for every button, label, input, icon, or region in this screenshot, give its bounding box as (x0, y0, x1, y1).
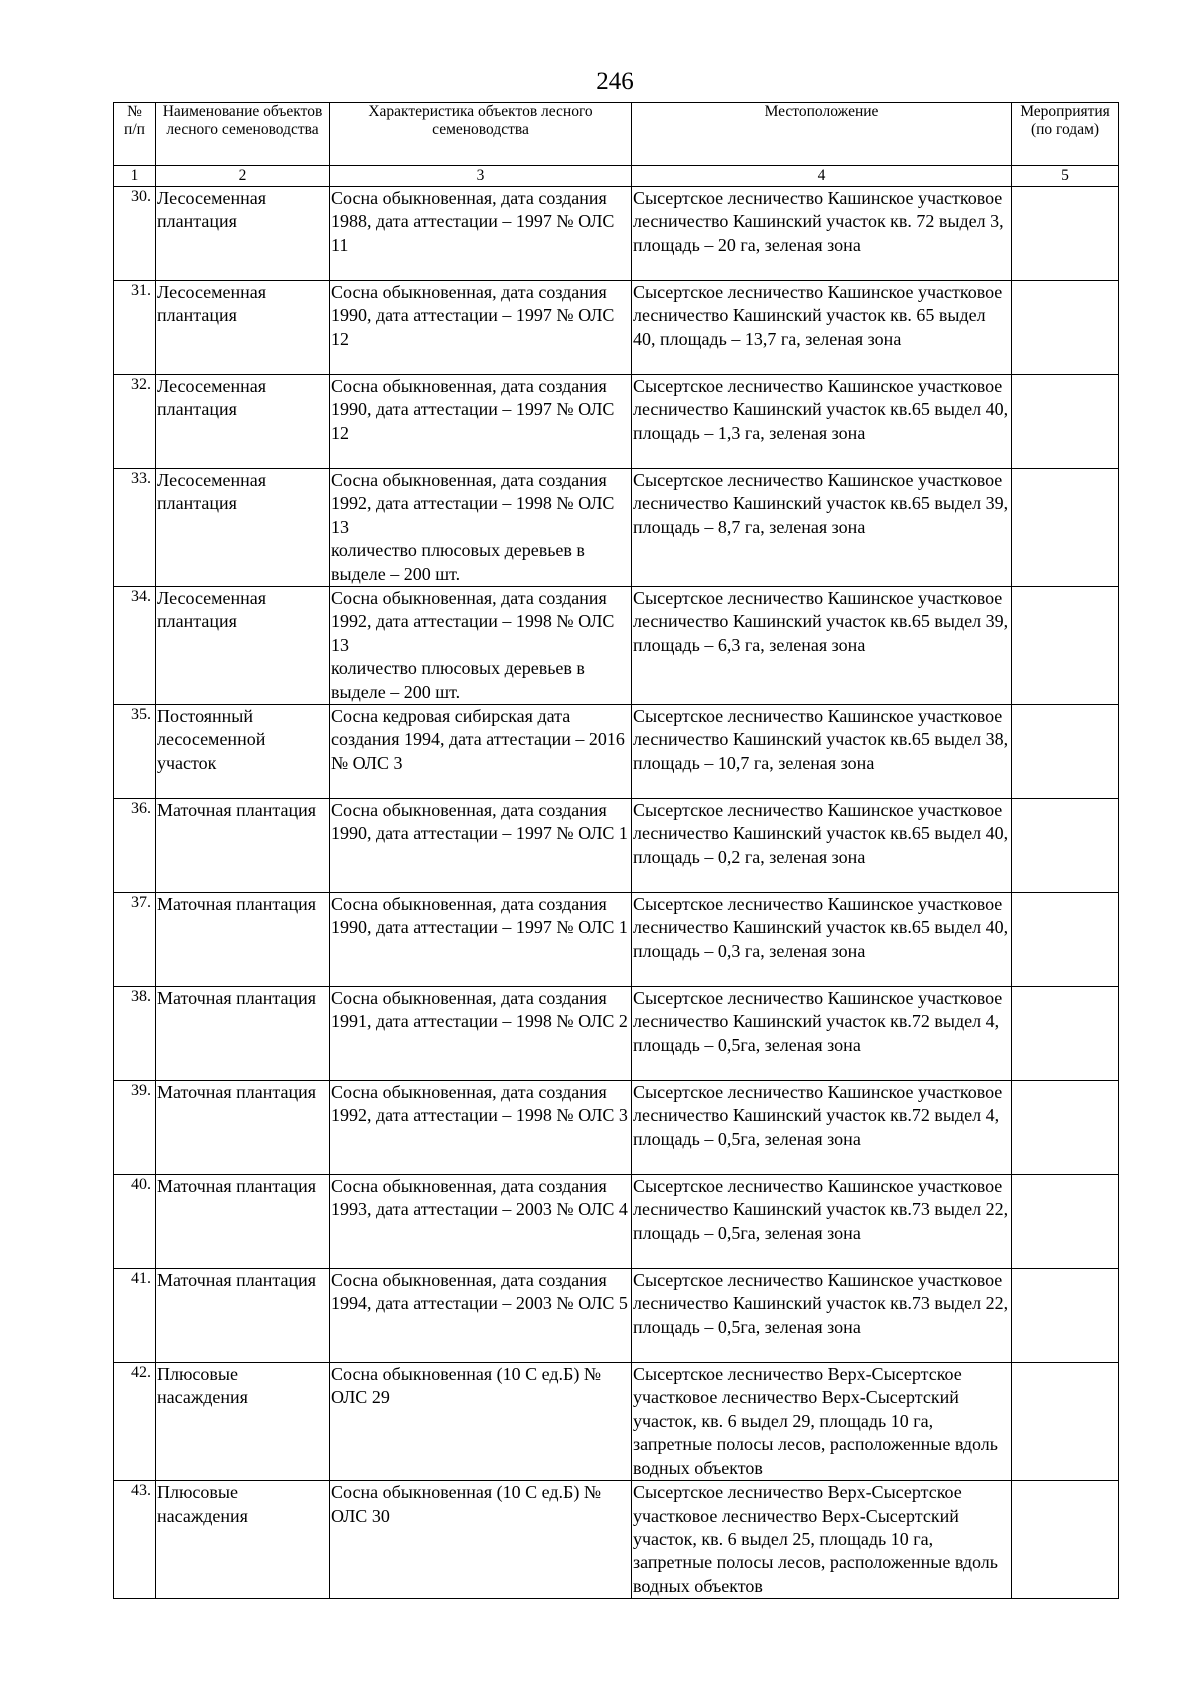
object-name: Постоянный лесосеменной участок (156, 705, 330, 799)
object-name: Маточная плантация (156, 1175, 330, 1269)
table-row (114, 587, 1119, 705)
table-body (114, 187, 1119, 1599)
table-row (114, 1175, 1119, 1269)
table-row (114, 375, 1119, 469)
row-number: 40. (114, 1175, 156, 1269)
object-measures (1012, 987, 1119, 1081)
object-characteristic: Сосна обыкновенная, дата создания 1990, дата аттестации – 1997 № ОЛС 12 (330, 375, 632, 469)
object-characteristic: Сосна обыкновенная, дата создания 1993, дата аттестации – 2003 № ОЛС 4 (330, 1175, 632, 1269)
object-measures (1012, 1269, 1119, 1363)
object-measures (1012, 1081, 1119, 1175)
table-row (114, 1081, 1119, 1175)
object-characteristic: Сосна кедровая сибирская дата создания 1994, дата аттестации – 2016 № ОЛС 3 (330, 705, 632, 799)
object-characteristic: Сосна обыкновенная, дата создания 1990, дата аттестации – 1997 № ОЛС 1 (330, 893, 632, 987)
object-measures (1012, 705, 1119, 799)
column-number: 3 (330, 166, 632, 187)
object-location: Сысертское лесничество Верх-Сысертское участковое лесничество Верх-Сысертский участок, кв. 6 выдел 29, площадь 10 га, запретные полосы лесов, расположенные вдоль водных объектов (632, 1363, 1012, 1481)
object-name: Плюсовые насаждения (156, 1363, 330, 1481)
table-header-row (114, 103, 1119, 166)
table-row (114, 799, 1119, 893)
table-row (114, 1363, 1119, 1481)
row-number: 37. (114, 893, 156, 987)
object-name: Маточная плантация (156, 893, 330, 987)
object-name: Лесосеменная плантация (156, 587, 330, 705)
object-name: Лесосеменная плантация (156, 469, 330, 587)
object-characteristic: Сосна обыкновенная, дата создания 1992, дата аттестации – 1998 № ОЛС 13 количество плюсовых деревьев в выделе – 200 шт. (330, 469, 632, 587)
column-number-row (114, 166, 1119, 187)
object-measures (1012, 469, 1119, 587)
object-measures (1012, 1175, 1119, 1269)
column-number: 1 (114, 166, 156, 187)
object-characteristic: Сосна обыкновенная (10 С ед.Б) № ОЛС 30 (330, 1481, 632, 1599)
column-number: 2 (156, 166, 330, 187)
column-number: 5 (1012, 166, 1119, 187)
table-row (114, 469, 1119, 587)
object-measures (1012, 799, 1119, 893)
row-number: 30. (114, 187, 156, 281)
object-location: Сысертское лесничество Кашинское участковое лесничество Кашинский участок кв. 72 выдел 3, площадь – 20 га, зеленая зона (632, 187, 1012, 281)
object-location: Сысертское лесничество Кашинское участковое лесничество Кашинский участок кв.65 выдел 40, площадь – 0,2 га, зеленая зона (632, 799, 1012, 893)
object-location: Сысертское лесничество Кашинское участковое лесничество Кашинский участок кв.65 выдел 38, площадь – 10,7 га, зеленая зона (632, 705, 1012, 799)
object-location: Сысертское лесничество Кашинское участковое лесничество Кашинский участок кв.65 выдел 39, площадь – 6,3 га, зеленая зона (632, 587, 1012, 705)
object-measures (1012, 281, 1119, 375)
header-characteristic: Характеристика объектов лесного семеноводства (330, 103, 632, 166)
object-characteristic: Сосна обыкновенная, дата создания 1988, дата аттестации – 1997 № ОЛС 11 (330, 187, 632, 281)
row-number: 38. (114, 987, 156, 1081)
row-number: 41. (114, 1269, 156, 1363)
object-name: Лесосеменная плантация (156, 281, 330, 375)
object-measures (1012, 587, 1119, 705)
table-row (114, 281, 1119, 375)
table-row (114, 705, 1119, 799)
object-location: Сысертское лесничество Верх-Сысертское участковое лесничество Верх-Сысертский участок, кв. 6 выдел 25, площадь 10 га, запретные полосы лесов, расположенные вдоль водных объектов (632, 1481, 1012, 1599)
object-measures (1012, 375, 1119, 469)
object-characteristic: Сосна обыкновенная, дата создания 1992, дата аттестации – 1998 № ОЛС 13 количество плюсовых деревьев в выделе – 200 шт. (330, 587, 632, 705)
row-number: 34. (114, 587, 156, 705)
row-number: 35. (114, 705, 156, 799)
row-number: 42. (114, 1363, 156, 1481)
object-characteristic: Сосна обыкновенная, дата создания 1990, дата аттестации – 1997 № ОЛС 1 (330, 799, 632, 893)
object-measures (1012, 187, 1119, 281)
object-name: Маточная плантация (156, 987, 330, 1081)
object-name: Маточная плантация (156, 1269, 330, 1363)
page-number: 246 (596, 68, 634, 95)
row-number: 43. (114, 1481, 156, 1599)
row-number: 39. (114, 1081, 156, 1175)
object-location: Сысертское лесничество Кашинское участковое лесничество Кашинский участок кв.73 выдел 22, площадь – 0,5га, зеленая зона (632, 1269, 1012, 1363)
table-row (114, 893, 1119, 987)
table-row (114, 1269, 1119, 1363)
row-number: 36. (114, 799, 156, 893)
table-row (114, 1481, 1119, 1599)
object-characteristic: Сосна обыкновенная, дата создания 1991, дата аттестации – 1998 № ОЛС 2 (330, 987, 632, 1081)
header-object-name: Наименование объектов лесного семеноводства (156, 103, 330, 166)
object-name: Лесосеменная плантация (156, 375, 330, 469)
column-number: 4 (632, 166, 1012, 187)
object-measures (1012, 1481, 1119, 1599)
object-characteristic: Сосна обыкновенная, дата создания 1992, дата аттестации – 1998 № ОЛС 3 (330, 1081, 632, 1175)
object-name: Плюсовые насаждения (156, 1481, 330, 1599)
table-row (114, 987, 1119, 1081)
object-location: Сысертское лесничество Кашинское участковое лесничество Кашинский участок кв.72 выдел 4, площадь – 0,5га, зеленая зона (632, 987, 1012, 1081)
header-location: Местоположение (632, 103, 1012, 166)
table-row (114, 187, 1119, 281)
object-location: Сысертское лесничество Кашинское участковое лесничество Кашинский участок кв.65 выдел 40, площадь – 1,3 га, зеленая зона (632, 375, 1012, 469)
object-location: Сысертское лесничество Кашинское участковое лесничество Кашинский участок кв.65 выдел 40, площадь – 0,3 га, зеленая зона (632, 893, 1012, 987)
object-name: Лесосеменная плантация (156, 187, 330, 281)
row-number: 33. (114, 469, 156, 587)
object-measures (1012, 893, 1119, 987)
header-measures: Мероприятия (по годам) (1012, 103, 1119, 166)
forest-seed-objects-table (113, 102, 1119, 1599)
object-measures (1012, 1363, 1119, 1481)
object-name: Маточная плантация (156, 799, 330, 893)
row-number: 32. (114, 375, 156, 469)
header-number: № п/п (114, 103, 156, 166)
object-location: Сысертское лесничество Кашинское участковое лесничество Кашинский участок кв. 65 выдел 40, площадь – 13,7 га, зеленая зона (632, 281, 1012, 375)
object-location: Сысертское лесничество Кашинское участковое лесничество Кашинский участок кв.65 выдел 39, площадь – 8,7 га, зеленая зона (632, 469, 1012, 587)
object-location: Сысертское лесничество Кашинское участковое лесничество Кашинский участок кв.72 выдел 4, площадь – 0,5га, зеленая зона (632, 1081, 1012, 1175)
object-characteristic: Сосна обыкновенная (10 С ед.Б) № ОЛС 29 (330, 1363, 632, 1481)
object-name: Маточная плантация (156, 1081, 330, 1175)
row-number: 31. (114, 281, 156, 375)
object-characteristic: Сосна обыкновенная, дата создания 1990, дата аттестации – 1997 № ОЛС 12 (330, 281, 632, 375)
object-characteristic: Сосна обыкновенная, дата создания 1994, дата аттестации – 2003 № ОЛС 5 (330, 1269, 632, 1363)
object-location: Сысертское лесничество Кашинское участковое лесничество Кашинский участок кв.73 выдел 22, площадь – 0,5га, зеленая зона (632, 1175, 1012, 1269)
